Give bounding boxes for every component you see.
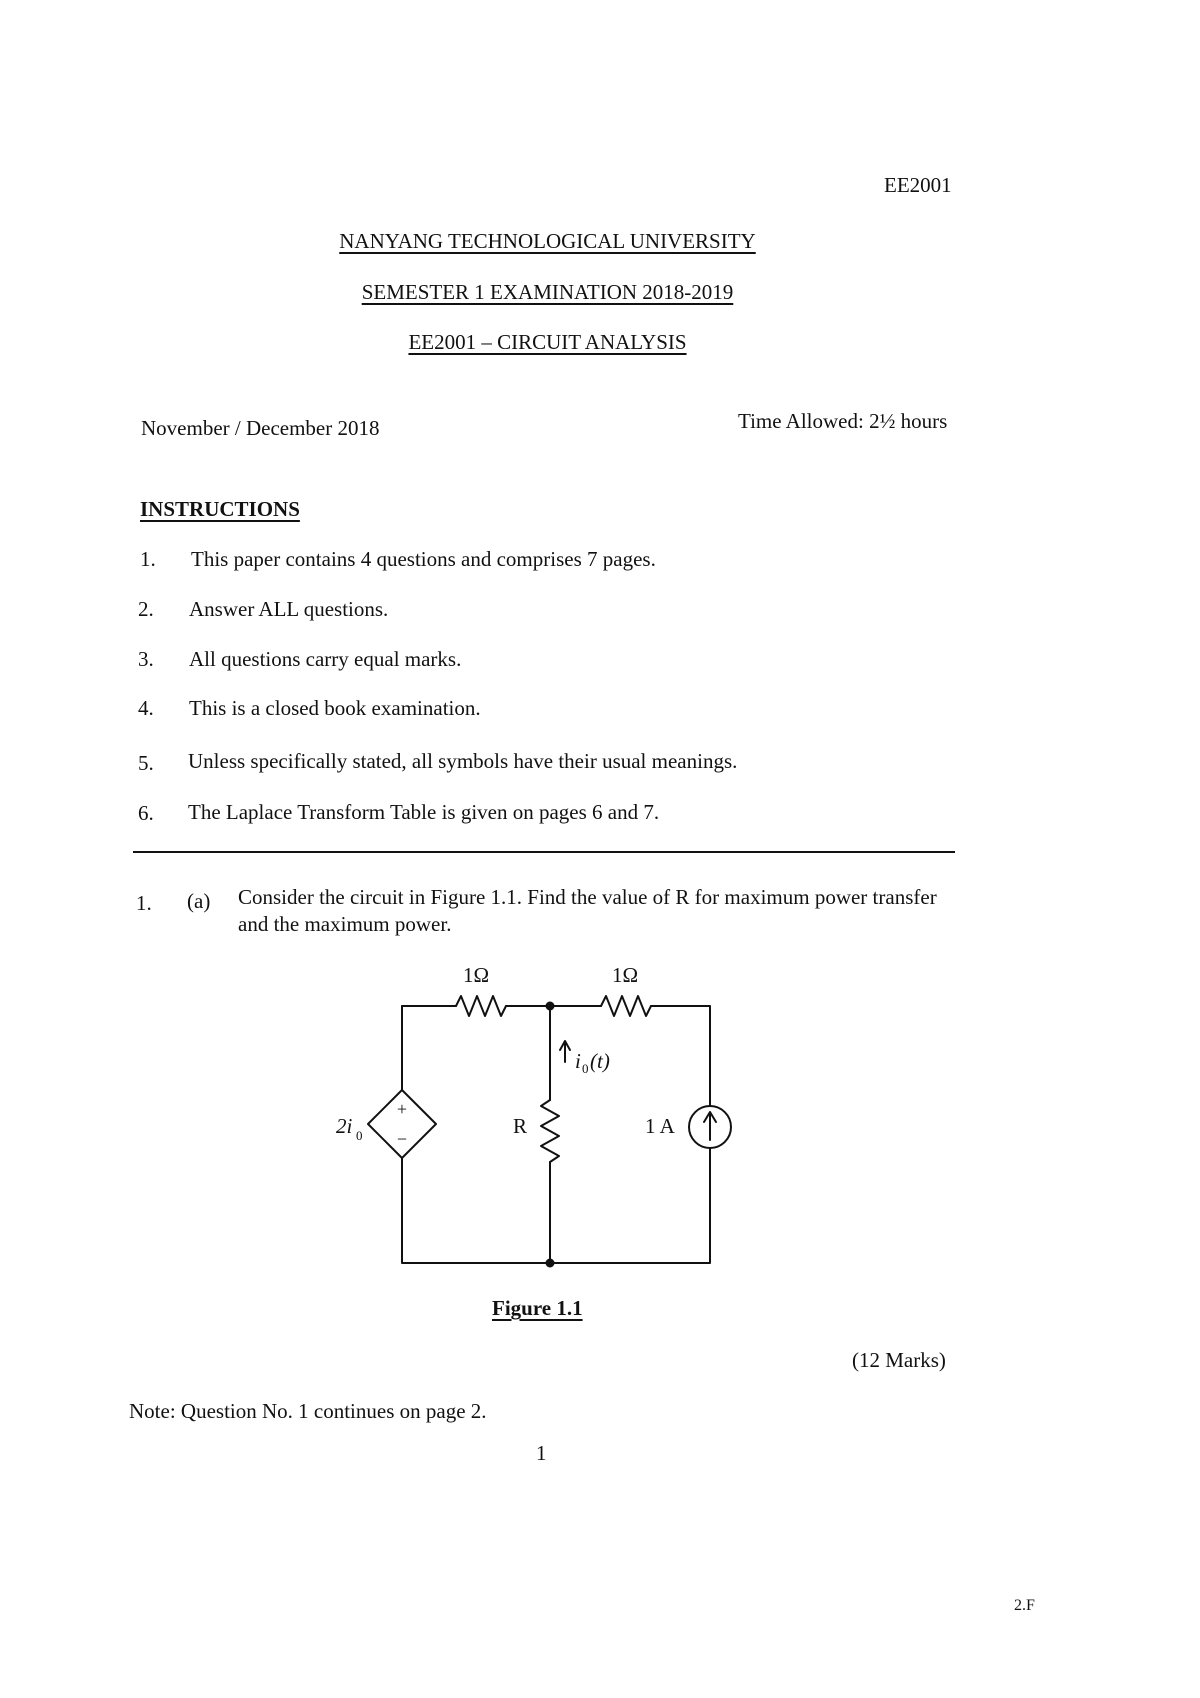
circuit-diagram [320,950,780,1290]
semester-title: SEMESTER 1 EXAMINATION 2018-2019 [361,280,734,304]
instruction-text: This is a closed book examination. [189,696,481,720]
question-text-line1: Consider the circuit in Figure 1.1. Find the value of R for maximum power transfer [238,885,937,909]
corner-mark: 2.F [1014,1597,1035,1614]
dep-source-label: 2i [336,1114,353,1138]
resistor-r [541,1100,559,1162]
current-source-arrow [704,1112,716,1140]
resistor-2-label: 1Ω [612,963,639,987]
instruction-number: 6. [138,801,154,825]
instruction-text: All questions carry equal marks. [189,647,462,671]
instruction-number: 2. [138,597,154,621]
section-divider [133,851,955,853]
current-subscript: 0 [582,1061,589,1076]
question-part: (a) [187,889,211,913]
current-label: i [575,1049,581,1073]
current-arrow [560,1041,570,1062]
instruction-number: 5. [138,751,154,775]
instructions-heading: INSTRUCTIONS [140,497,300,521]
wire-top-right [651,1006,710,1106]
dep-source-subscript: 0 [356,1128,363,1143]
current-argument: (t) [590,1049,610,1073]
course-code: EE2001 [884,173,952,197]
junction-bottom [546,1259,555,1268]
figure-caption: Figure 1.1 [492,1296,583,1320]
resistor-r-label: R [513,1114,528,1138]
time-allowed: Time Allowed: 2½ hours [738,409,948,433]
question-text-line2: and the maximum power. [238,912,452,936]
wire-left-lower [402,1148,710,1263]
current-source-label: 1 A [645,1114,675,1138]
instruction-number: 4. [138,696,154,720]
plus-sign: + [396,1099,408,1119]
junction-top [546,1002,555,1011]
question-number: 1. [136,891,152,915]
resistor-1-label: 1Ω [463,963,490,987]
marks: (12 Marks) [852,1348,946,1372]
instruction-number: 3. [138,647,154,671]
page-number: 1 [536,1441,547,1465]
minus-sign: − [396,1129,408,1149]
continuation-note: Note: Question No. 1 continues on page 2. [129,1399,487,1423]
instruction-text: Unless specifically stated, all symbols have their usual meanings. [188,749,738,773]
course-title: EE2001 – CIRCUIT ANALYSIS [408,330,687,354]
resistor-2 [601,996,651,1016]
instruction-text: Answer ALL questions. [189,597,389,621]
instruction-text: The Laplace Transform Table is given on pages 6 and 7. [188,800,660,824]
resistor-1 [456,996,506,1016]
instruction-text: This paper contains 4 questions and comprises 7 pages. [191,547,656,571]
university-title: NANYANG TECHNOLOGICAL UNIVERSITY [339,229,756,253]
instruction-number: 1. [140,547,156,571]
exam-date: November / December 2018 [141,416,380,440]
